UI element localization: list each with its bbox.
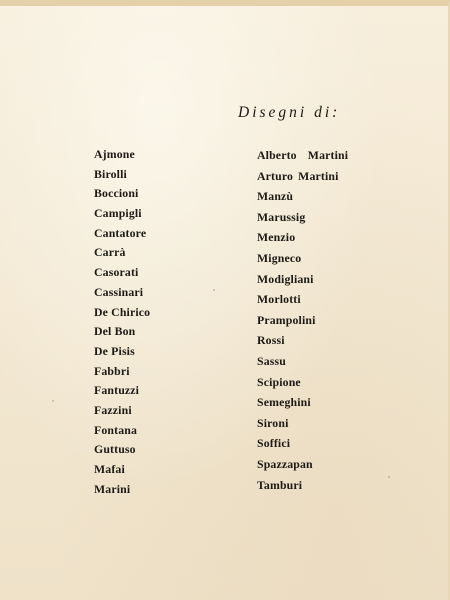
artist-name: Rossi xyxy=(257,333,285,348)
artist-name: Scipione xyxy=(257,374,301,389)
artist-name: Prampolini xyxy=(257,312,316,327)
page-heading: Disegni di: xyxy=(238,104,341,121)
artist-list-right xyxy=(257,145,348,495)
artist-name: Marussig xyxy=(257,209,306,224)
artist-name: Manzù xyxy=(257,189,294,204)
artist-name: Marini xyxy=(94,481,131,496)
artist-name: Casorati xyxy=(94,265,139,280)
artist-name: Fazzini xyxy=(94,402,132,417)
artist-name: De Chirico xyxy=(94,304,151,319)
artist-name: De Pisis xyxy=(94,343,135,358)
paper-speck xyxy=(213,289,215,291)
artist-name: Spazzapan xyxy=(257,456,313,471)
artist-name: Fabbri xyxy=(94,363,130,378)
artist-name: Carrà xyxy=(94,245,126,260)
artist-name: Arturo Martini xyxy=(257,168,339,183)
paper-speck xyxy=(388,476,390,478)
artist-name: Sassu xyxy=(257,353,286,368)
artist-name: Semeghini xyxy=(257,395,311,410)
artist-name: Cantatore xyxy=(94,225,147,240)
artist-name: Tamburi xyxy=(257,477,303,492)
artist-name: Cassinari xyxy=(94,284,144,299)
artist-name: Ajmone xyxy=(94,147,135,161)
artist-name: Migneco xyxy=(257,250,302,265)
artist-name: Birolli xyxy=(94,166,127,181)
artist-name: Soffici xyxy=(257,436,291,451)
artist-list-left xyxy=(94,145,150,499)
artist-name: Mafai xyxy=(94,462,125,476)
artist-name: Menzio xyxy=(257,230,296,245)
artist-name: Campigli xyxy=(94,206,142,221)
artist-name: Guttuso xyxy=(94,442,136,457)
artist-name: Modigliani xyxy=(257,271,314,286)
artist-name: Fontana xyxy=(94,422,138,437)
artist-name: Fantuzzi xyxy=(94,383,140,398)
artist-name: Alberto Martini xyxy=(257,148,349,162)
artist-name: Boccioni xyxy=(94,186,139,201)
artist-name: Sironi xyxy=(257,415,289,430)
paper-speck xyxy=(52,400,54,402)
artist-name: Morlotti xyxy=(257,292,301,307)
artist-name: Del Bon xyxy=(94,324,136,339)
